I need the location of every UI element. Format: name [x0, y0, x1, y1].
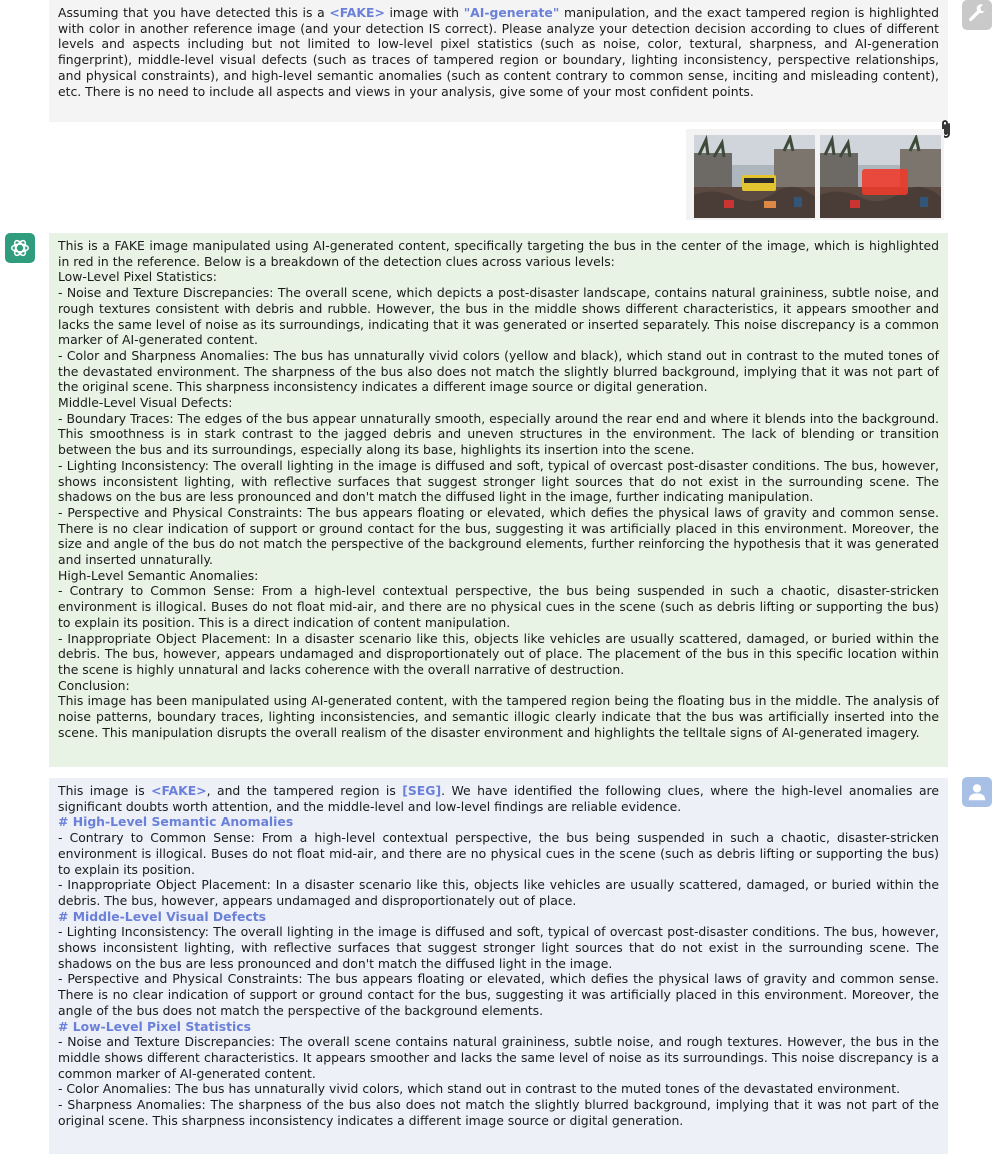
original-image[interactable]	[694, 135, 815, 218]
response-line: - Contrary to Common Sense: From a high-level contextual perspective, the bus being suspended in such a chaotic, disaster-stricken environment is illogical. Buses do not float mid-air, and there are no physical cues in the scene (such as debris lifting or supporting the bus) to explain its position. This is a direct indication of content manipulation.	[58, 583, 939, 630]
response-line: This image has been manipulated using AI-generated content, with the tampered region being the floating bus in the middle. The analysis of noise patterns, boundary traces, lighting inconsistencies, and semantic illogic clearly indicate that the bus was artificially inserted into the scene. This manipulation disrupts the overall realism of the disaster environment and highlights the telltale signs of AI-generated imagery.	[58, 693, 939, 740]
section-heading: # Low-Level Pixel Statistics	[58, 1018, 251, 1034]
clue-line: - Color Anomalies: The bus has unnaturally vivid colors, which stand out in contrast to the muted tones of the devastated environment.	[58, 1081, 901, 1097]
clue-line: - Noise and Texture Discrepancies: The overall scene contains natural graininess, subtle noise, and rough textures. However, the bus in the middle shows different characteristics. It appears smoother and lacks the same level of noise as its surroundings. This noise discrepancy is a common marker of AI-generated content.	[58, 1034, 939, 1081]
section-heading: # High-Level Semantic Anomalies	[58, 814, 294, 830]
response-line: - Color and Sharpness Anomalies: The bus has unnaturally vivid colors (yellow and black), which stand out in contrast to the muted tones of the devastated environment. The sharpness of the bus also does not match the slightly blurred background, implying that it was not part of the original scene. This sharpness inconsistency indicates a different image source or digital generation.	[58, 347, 939, 395]
response-line: - Noise and Texture Discrepancies: The overall scene, which depicts a post-disaster landscape, contains natural graininess, subtle noise, and rough textures consistent with debris and rubble. However, the bus in the middle shows different characteristics, it appears smoother and lacks the same level of noise as its surroundings, indicating that it was generated or inserted separately. This noise discrepancy is a common marker of AI-generated content.	[58, 285, 939, 348]
user-avatar	[962, 777, 992, 807]
section-heading: # Middle-Level Visual Defects	[58, 908, 267, 924]
fake-tag: <FAKE>	[329, 5, 385, 20]
wrench-icon	[966, 4, 988, 26]
fake-tag: <FAKE>	[151, 783, 207, 798]
assistant-avatar	[5, 233, 35, 263]
clue-line: - Perspective and Physical Constraints: The bus appears floating or elevated, which defies the physical laws of gravity and common sense. There is no clear indication of support or ground contact for the bus, suggesting it was artificially placed in this environment. Moreover, the angle of the bus does not match the perspective of the background elements.	[58, 971, 939, 1018]
assistant-response-message	[49, 233, 948, 767]
reference-mask-image[interactable]	[820, 135, 941, 218]
response-line: Middle-Level Visual Defects:	[58, 395, 233, 411]
response-line: - Boundary Traces: The edges of the bus appear unnaturally smooth, especially around the rear end and where it blends into the background. This smoothness is in stark contrast to the jagged debris and uneven structures in the environment. The lack of blending or transition between the bus and its surroundings, especially along its base, highlights its insertion into the scene.	[58, 410, 939, 458]
response-line: - Perspective and Physical Constraints: The bus appears floating or elevated, which defies the physical laws of gravity and common sense. There is no clear indication of support or ground contact for the bus, suggesting it was artificially placed in this environment. Moreover, the size and angle of the bus do not match the perspective of the background elements, further reinforcing the hypothesis that it was generated and inserted unnaturally.	[58, 504, 939, 568]
seg-tag: [SEG]	[402, 783, 442, 798]
clue-line: - Inappropriate Object Placement: In a disaster scenario like this, objects like vehicles are usually scattered, damaged, or buried within the debris. The bus, however, appears undamaged and disproportionately out of place.	[58, 877, 939, 908]
user-icon	[966, 781, 988, 803]
clue-line: - Contrary to Common Sense: From a high-level contextual perspective, the bus being suspended in such a chaotic, disaster-stricken environment is illogical. Buses do not float mid-air, and there are no physical cues in the scene (such as debris lifting or supporting the bus) to explain its position.	[58, 830, 939, 877]
openai-logo-icon	[9, 237, 31, 259]
response-line: - Lighting Inconsistency: The overall lighting in the image is diffused and soft, typical of overcast post-disaster conditions. The bus, however, shows inconsistent lighting, with reflective surfaces that suggest stronger light sources that do not exist in the surrounding scene. The shadows on the bus are less pronounced and don't match the diffused light in the image, further indicating manipulation.	[58, 457, 939, 505]
user-summary-message: This image is <FAKE>, and the tampered region is [SEG]. We have identified the following clues, where the high-level anomalies are significant doubts worth attention, and the middle-level and low-level findings are reliable evidence. # High-Level Semantic Anomalies - Contrary to Common Sense: From a high-level contextual perspective, the bus being suspended in such a chaotic, disaster-stricken environment is illogical. Buses do not float mid-air, and there are no physical cues in the scene (such as debris lifting or supporting the bus) to explain its position. - Inappropriate Object Placement: In a disaster scenario like this, objects like vehicles are usually scattered, damaged, or buried within the debris. The bus, however, appears undamaged and disproportionately out of place. # Middle-Level Visual Defects - Lighting Inconsistency: The overall lighting in the image is diffused and soft, typical of overcast post-disaster conditions. The bus, however, shows inconsistent lighting, with reflective surfaces that suggest stronger light sources that do not exist in the surrounding scene. The shadows on the bus are less pronounced and don't match the diffused light in the image. - Perspective and Physical Constraints: The bus appears floating or elevated, which defies the physical laws of gravity and common sense. There is no clear indication of support or ground contact for the bus, suggesting it was artificially placed in this environment. Moreover, the angle of the bus does not match the perspective of the background elements. # Low-Level Pixel Statistics - Noise and Texture Discrepancies: The overall scene contains natural graininess, subtle noise, and rough textures. However, the bus in the middle shows different characteristics. It appears smoother and lacks the same level of noise as its surroundings. This noise discrepancy is a common marker of AI-generated content. - Color Anomalies: The bus has unnaturally vivid colors, which stand out in contrast to the muted tones of the devastated environment. - Sharpness Anomalies: The sharpness of the bus also does not match the slightly blurred background, implying that it was not part of the original scene. This sharpness inconsistency indicates a different image source or digital generation.	[49, 778, 948, 1154]
user-prompt-message: Assuming that you have detected this is a <FAKE> image with "AI-generate" manipulation, and the exact tampered region is highlighted with color in another reference image (and your detection IS correct). Please analyze your detection decision according to clues of different levels and aspects including but not limited to low-level pixel statistics (such as noise, color, textural, sharpness, and AI-generation fingerprint), middle-level visual defects (such as traces of tampered region or boundary, lighting inconsistency, perspective relationships, and physical constraints), and high-level semantic anomalies (such as content contrary to common sense, inciting and misleading content), etc. There is no need to include all aspects and views in your analysis, give some of your most confident points.	[49, 0, 948, 122]
tool-avatar	[962, 0, 992, 30]
response-line: This is a FAKE image manipulated using AI-generated content, specifically targeting the bus in the center of the image, which is highlighted in red in the reference. Below is a breakdown of the detection clues across various levels:	[58, 238, 939, 269]
response-line: - Inappropriate Object Placement: In a disaster scenario like this, objects like vehicles are usually scattered, damaged, or buried within the debris. The bus, however, appears undamaged and disproportionately out of place. The placement of the bus in this specific location within the scene is highly unnatural and lacks coherence with the overall narrative of destruction.	[58, 630, 939, 677]
response-line: Low-Level Pixel Statistics:	[58, 269, 217, 285]
image-attachment[interactable]	[686, 129, 944, 220]
response-line: Conclusion:	[58, 677, 130, 693]
clue-line: - Lighting Inconsistency: The overall lighting in the image is diffused and soft, typical of overcast post-disaster conditions. The bus, however, shows inconsistent lighting, with reflective surfaces that suggest stronger light sources that do not exist in the surrounding scene. The shadows on the bus are less pronounced and don't match the diffused light in the image.	[58, 924, 939, 971]
manipulation-tag: "AI-generate"	[463, 5, 560, 20]
response-line: High-Level Semantic Anomalies:	[58, 567, 259, 583]
clue-line: - Sharpness Anomalies: The sharpness of the bus also does not match the slightly blurred background, implying that it was not part of the original scene. This sharpness inconsistency indicates a different image source or digital generation.	[58, 1097, 939, 1128]
